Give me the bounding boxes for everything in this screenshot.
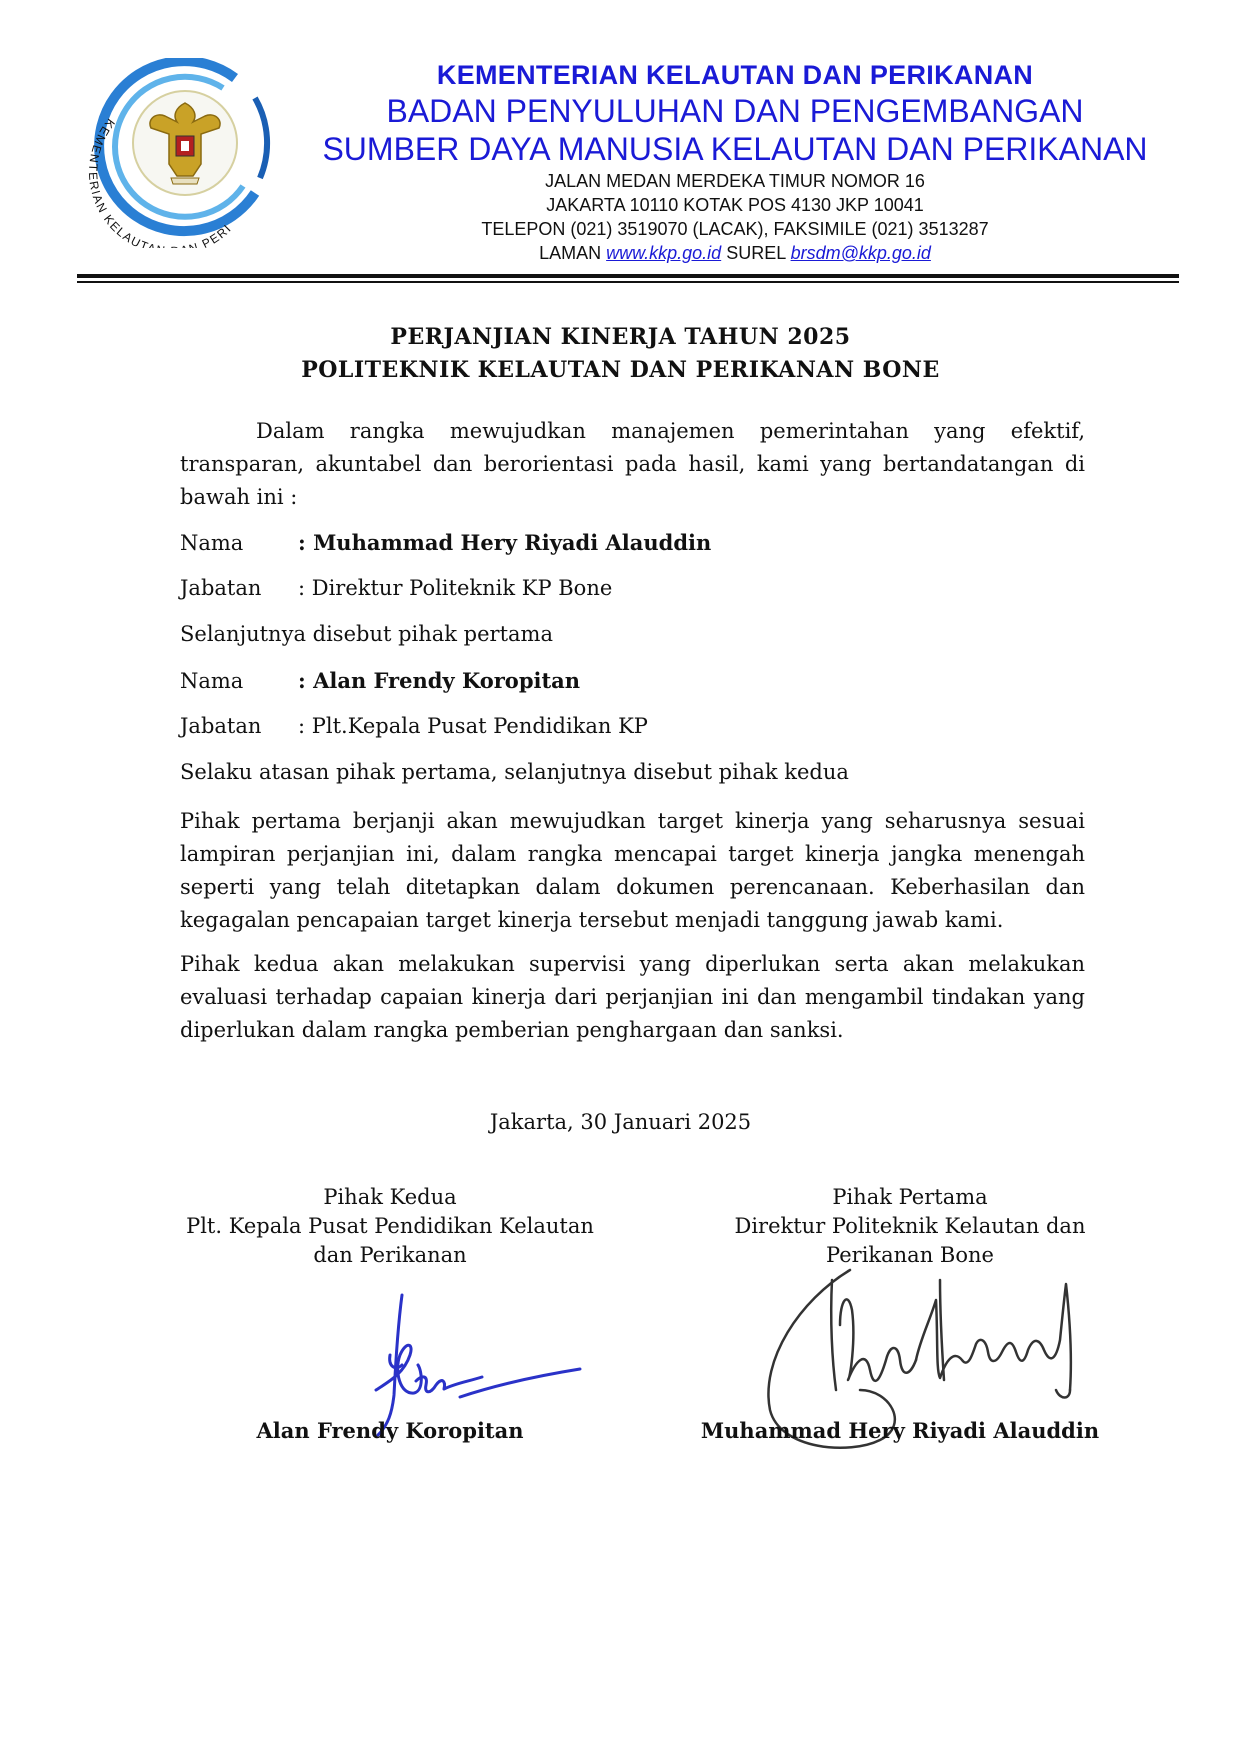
signer-role: Pihak Pertama — [832, 1185, 988, 1209]
signer-title-line1: Direktur Politeknik Kelautan dan — [734, 1214, 1086, 1238]
address-line2: JAKARTA 10110 KOTAK POS 4130 JKP 10041 — [546, 195, 924, 215]
first-party-name: : Muhammad Hery Riyadi Alauddin — [298, 530, 712, 555]
name-label: Nama — [180, 531, 244, 555]
first-party-name-row — [180, 530, 711, 555]
second-party-position: : Plt.Kepala Pusat Pendidikan KP — [298, 714, 648, 738]
signature-block-second-party — [170, 1183, 610, 1270]
signer-title-line1: Plt. Kepala Pusat Pendidikan Kelautan — [186, 1214, 594, 1238]
first-party-note: Selanjutnya disebut pihak pertama — [180, 622, 553, 646]
ministry-name: KEMENTERIAN KELAUTAN DAN PERIKANAN — [436, 60, 1034, 90]
email-link[interactable]: brsdm@kkp.go.id — [790, 243, 931, 263]
web-link[interactable]: www.kkp.go.id — [606, 243, 722, 263]
position-label: Jabatan — [180, 576, 262, 600]
document-subtitle: POLITEKNIK KELAUTAN DAN PERIKANAN BONE — [301, 357, 940, 383]
document-title: PERJANJIAN KINERJA TAHUN 2025 — [390, 324, 851, 350]
name-label: Nama — [180, 669, 244, 693]
logo-text: KEMENTERIAN KELAUT N PERI — [85, 116, 235, 248]
signer-name-second-party: Alan Frendy Koropitan — [256, 1418, 524, 1443]
email-label: SUREL — [726, 243, 786, 263]
second-party-name-row — [180, 668, 580, 693]
intro-paragraph: Dalam rangka mewujudkan manajemen pemerintahan yang efektif, transparan, akuntabel dan berorientasi pada hasil, kami yang bertandatangan di bawah ini : — [180, 419, 1085, 509]
signer-role: Pihak Kedua — [323, 1185, 457, 1209]
agency-name-line1: BADAN PENYULUHAN DAN PENGEMBANGAN — [386, 93, 1084, 129]
letterhead-rule-thick — [77, 274, 1179, 278]
address-line1: JALAN MEDAN MERDEKA TIMUR NOMOR 16 — [545, 171, 925, 191]
contact-line — [290, 243, 1180, 264]
agency-name-line2: SUMBER DAYA MANUSIA KELAUTAN DAN PERIKANAN — [322, 131, 1148, 167]
web-label: LAMAN — [539, 243, 602, 263]
supervision-paragraph: Pihak kedua akan melakukan supervisi yang diperlukan serta akan melakukan evaluasi terhadap capaian kinerja dari perjanjian ini dan mengambil tindakan yang diperlukan dalam rangka pemberian penghargaan dan sanksi. — [180, 952, 1085, 1042]
ministry-logo — [85, 58, 285, 248]
letterhead-rule-thin — [77, 281, 1179, 283]
signer-title-line2: dan Perikanan — [313, 1243, 467, 1267]
first-party-position-row — [180, 576, 612, 600]
first-party-position: : Direktur Politeknik KP Bone — [298, 576, 613, 600]
signer-name-first-party: Muhammad Hery Riyadi Alauddin — [700, 1418, 1100, 1443]
second-party-note: Selaku atasan pihak pertama, selanjutnya disebut pihak kedua — [180, 760, 849, 784]
phone-line: TELEPON (021) 3519070 (LACAK), FAKSIMILE (021) 3513287 — [481, 219, 989, 239]
place-date: Jakarta, 30 Januari 2025 — [489, 1110, 752, 1134]
commitment-paragraph: Pihak pertama berjanji akan mewujudkan target kinerja yang seharusnya sesuai lampiran perjanjian ini, dalam rangka mencapai target kinerja jangka menengah seperti yang telah ditetapkan dalam dokumen perencanaan. Keberhasilan dan kegagalan pencapaian target kinerja tersebut menjadi tanggung jawab kami. — [180, 809, 1085, 932]
second-party-position-row — [180, 714, 648, 738]
second-party-name: : Alan Frendy Koropitan — [298, 668, 581, 693]
position-label: Jabatan — [180, 714, 262, 738]
signer-title-line2: Perikanan Bone — [826, 1243, 994, 1267]
